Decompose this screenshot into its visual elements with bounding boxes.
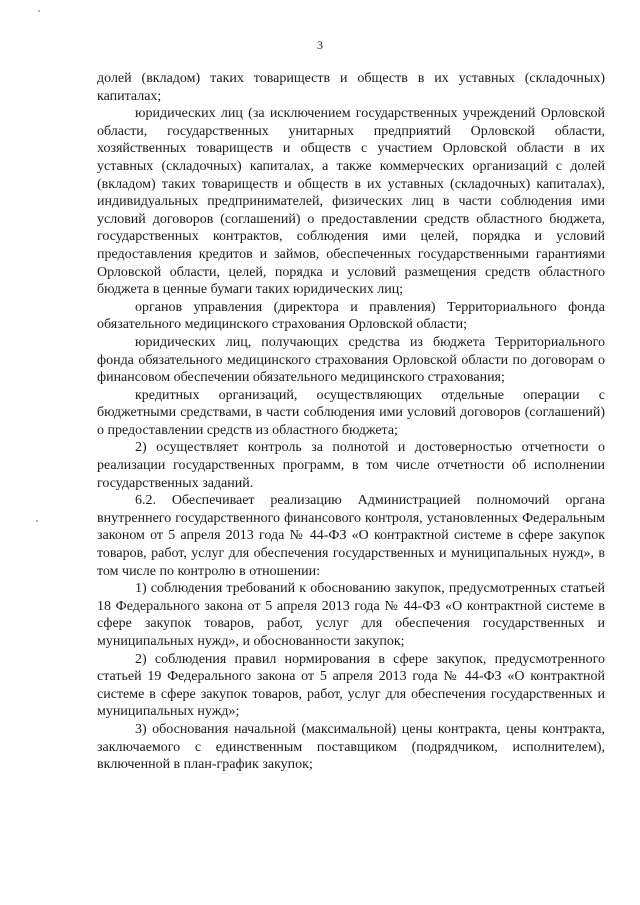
paragraph-section-6-2: 6.2. Обеспечивает реализацию Администрацией полномочий органа внутреннего государственного финансового контроля, установленных Федеральным законом от 5 апреля 2013 года № 44-ФЗ «О контрактной системе в сфере закупок товаров, работ, услуг для обеспечения государственных и муниципальных нужд», в том числе по контролю в отношении: — [97, 493, 605, 579]
document-body — [97, 70, 605, 774]
paragraph-fund-governance: органов управления (директора и правления) Территориального фонда обязательного медицинского страхования Орловской области; — [97, 299, 605, 333]
scan-speck — [38, 10, 40, 12]
paragraph-legal-entities: юридических лиц (за исключением государственных учреждений Орловской области, государственных унитарных предприятий Орловской области, хозяйственных товариществ и обществ с участием Орловской области в их уставных (складочных) капиталах, а также коммерческих организаций с долей (вкладом) таких товариществ и обществ в их уставных (складочных) капиталах), индивидуальных предпринимателей, физических лиц в части соблюдения ими условий договоров (соглашений) о предоставлении средств областного бюджета, государственных контрактов, соблюдения ими целей, порядка и условий предоставления кредитов и займов, обеспеченных государственными гарантиями Орловской области, целей, порядка и условий размещения средств областного бюджета в ценные бумаги таких юридических лиц; — [97, 106, 605, 298]
paragraph-item-3-price: 3) обоснования начальной (максимальной) цены контракта, цены контракта, заключаемого с единственным поставщиком (подрядчиком, исполнителем), включенной в план-график закупок; — [97, 721, 605, 773]
paragraph-item-2-reporting: 2) осуществляет контроль за полнотой и достоверностью отчетности о реализации государственных программ, в том числе отчетности об исполнении государственных заданий. — [97, 440, 605, 491]
paragraph-item-2-normalization: 2) соблюдения правил нормирования в сфере закупок, предусмотренного статьей 19 Федерального закона от 5 апреля 2013 года № 44-ФЗ «О контрактной системе в сфере закупок товаров, работ, услуг для обеспечения государственных и муниципальных нужд»; — [97, 651, 605, 720]
page-number: 3 — [317, 38, 323, 52]
paragraph-continuation: долей (вкладом) таких товариществ и обществ в их уставных (складочных) капиталах; — [97, 71, 605, 104]
paragraph-item-1-justification: 1) соблюдения требований к обоснованию закупок, предусмотренных статьей 18 Федерального закона от 5 апреля 2013 года № 44-ФЗ «О контрактной системе в сфере закупок товаров, работ, услуг для обеспечения государственных и муниципальных нужд», и обоснованности закупок; — [97, 581, 605, 649]
paragraph-fund-recipients: юридических лиц, получающих средства из бюджета Территориального фонда обязательного медицинского страхования Орловской области по договорам о финансовом обеспечении обязательного медицинского страхования; — [97, 334, 605, 386]
scan-speck — [36, 520, 38, 522]
paragraph-credit-organizations: кредитных организаций, осуществляющих отдельные операции с бюджетными средствами, в части соблюдения ими условий договоров (соглашений) о предоставлении средств из областного бюджета; — [97, 387, 605, 438]
